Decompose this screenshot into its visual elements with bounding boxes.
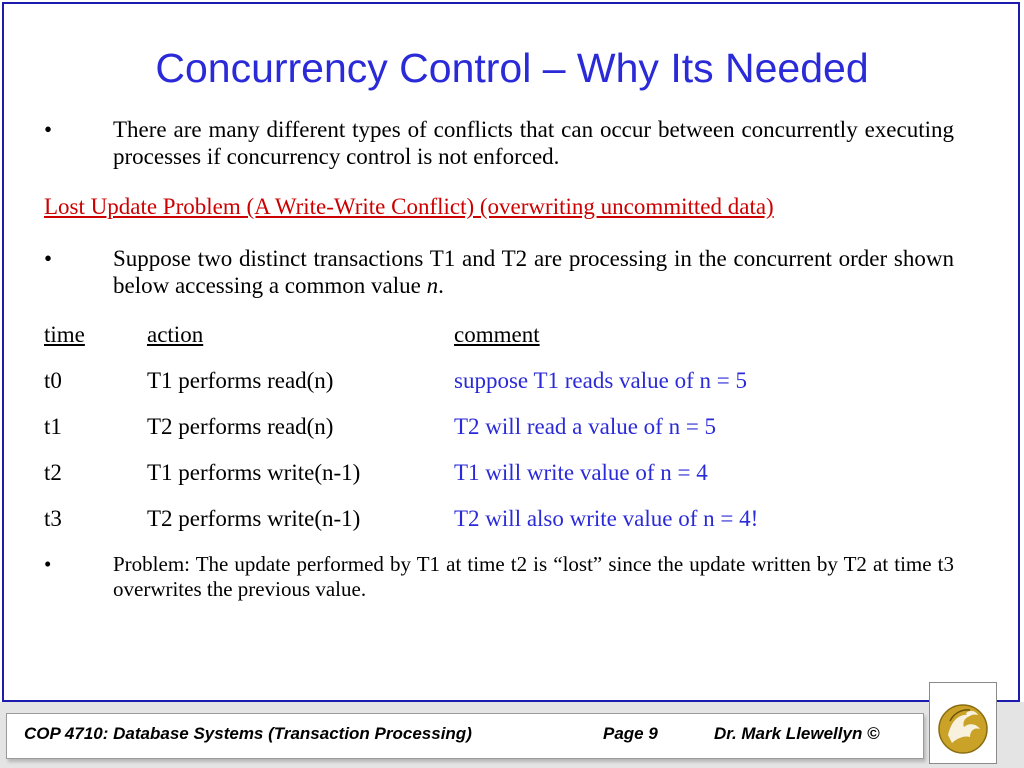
bullet-marker: • bbox=[44, 117, 53, 142]
footer-page-number: Page 9 bbox=[603, 724, 658, 743]
row-action: T2 performs read(n) bbox=[147, 414, 334, 439]
row-time: t3 bbox=[44, 506, 62, 531]
bullet-scenario-end: . bbox=[438, 273, 444, 298]
row-comment: T2 will read a value of n = 5 bbox=[454, 414, 717, 439]
bullet-intro-text: There are many different types of conflicts that can occur between concurrently executing processes if concurrency control is not enforced. bbox=[113, 117, 954, 169]
footer-author: Dr. Mark Llewellyn © bbox=[714, 724, 880, 743]
row-comment: suppose T1 reads value of n = 5 bbox=[454, 368, 747, 393]
row-time: t1 bbox=[44, 414, 62, 439]
ucf-pegasus-logo-icon bbox=[930, 683, 996, 763]
bullet-problem bbox=[44, 552, 954, 602]
row-comment: T2 will also write value of n = 4! bbox=[454, 506, 759, 531]
bullet-marker: • bbox=[44, 552, 52, 576]
variable-n: n bbox=[426, 273, 439, 298]
row-time: t2 bbox=[44, 460, 62, 485]
row-action: T1 performs write(n-1) bbox=[147, 460, 361, 485]
row-time: t0 bbox=[44, 368, 62, 393]
lost-update-heading: Lost Update Problem (A Write-Write Conflict) (overwriting uncommitted data) bbox=[44, 194, 774, 219]
row-action: T2 performs write(n-1) bbox=[147, 506, 361, 531]
bullet-scenario-text bbox=[113, 245, 954, 299]
footer-course: COP 4710: Database Systems (Transaction Processing) bbox=[24, 724, 472, 743]
header-comment: comment bbox=[454, 322, 540, 347]
row-action: T1 performs read(n) bbox=[147, 368, 334, 393]
header-time: time bbox=[44, 322, 85, 347]
bullet-problem-text: Problem: The update performed by T1 at time t2 is “lost” since the update written by T2 at time t3 overwrites the previous value. bbox=[113, 552, 954, 601]
bullet-scenario-body: Suppose two distinct transactions T1 and T2 are processing in the concurrent order shown below accessing a common value bbox=[113, 246, 954, 298]
logo-frame bbox=[929, 682, 997, 764]
bullet-scenario bbox=[44, 245, 954, 299]
row-comment: T1 will write value of n = 4 bbox=[454, 460, 708, 485]
bullet-marker: • bbox=[44, 246, 53, 271]
header-action: action bbox=[147, 322, 204, 347]
bullet-intro bbox=[44, 116, 954, 170]
slide-title: Concurrency Control – Why Its Needed bbox=[155, 45, 869, 91]
